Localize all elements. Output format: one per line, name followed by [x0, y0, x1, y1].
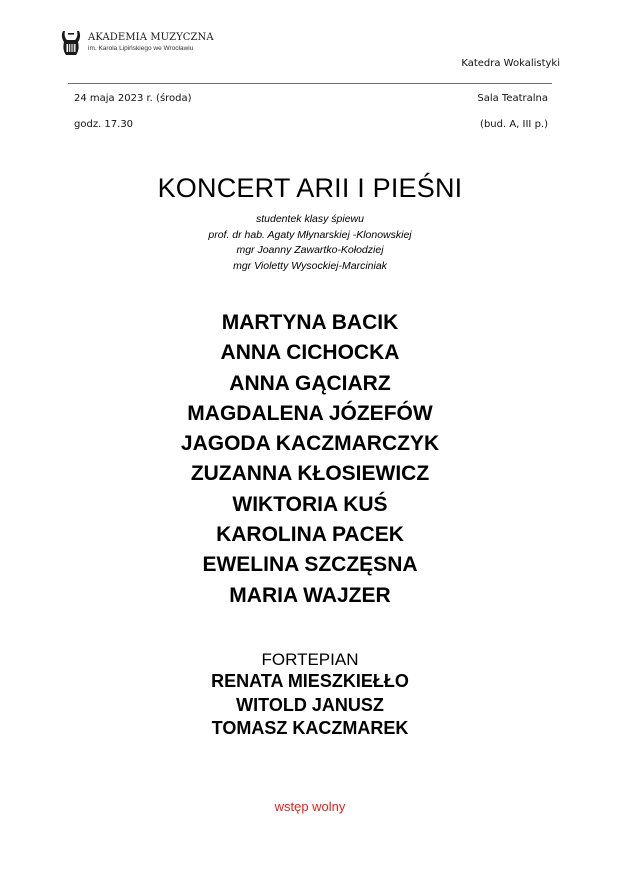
performers-list	[0, 308, 620, 611]
logo-title: AKADEMIA MUZYCZNA	[88, 32, 214, 44]
header-divider	[68, 83, 552, 84]
academy-logo	[60, 29, 214, 57]
performer-name: ANNA GĄCIARZ	[229, 371, 391, 395]
event-date: 24 maja 2023 r. (środa)	[74, 93, 192, 104]
pianist-name: WITOLD JANUSZ	[236, 694, 384, 715]
logo-subtitle: im. Karola Lipińskiego we Wrocławiu	[88, 45, 194, 53]
performer-name: MARIA WAJZER	[229, 583, 391, 607]
admission-note: wstęp wolny	[274, 799, 346, 814]
subtitle-line: mgr Joanny Zawartko-Kołodziej	[236, 244, 384, 256]
concert-title: KONCERT ARII I PIEŚNI	[157, 173, 463, 203]
performer-name: KAROLINA PACEK	[216, 523, 404, 547]
subtitle-line: studentek klasy śpiewu	[256, 213, 364, 225]
performer-name: EWELINA SZCZĘSNA	[202, 553, 418, 577]
event-venue: Sala Teatralna	[477, 93, 548, 104]
performer-name: MARTYNA BACIK	[221, 311, 399, 334]
pianists-list	[0, 670, 620, 741]
performer-name: MAGDALENA JÓZEFÓW	[187, 401, 433, 425]
event-time: godz. 17.30	[74, 119, 134, 130]
department-name: Katedra Wokalistyki	[461, 58, 560, 69]
performer-name: ANNA CICHOCKA	[220, 341, 400, 365]
subtitle-line: mgr Violetty Wysockiej-Marciniak	[233, 259, 387, 272]
pianist-name: TOMASZ KACZMAREK	[211, 718, 409, 738]
piano-section-label: FORTEPIAN	[261, 650, 359, 669]
performer-name: ZUZANNA KŁOSIEWICZ	[190, 462, 430, 486]
event-venue-location: (bud. A, III p.)	[480, 119, 548, 130]
subtitle-line: prof. dr hab. Agaty Młynarskiej -Klonowskiej	[208, 228, 412, 241]
pianist-name: RENATA MIESZKIEŁŁO	[211, 671, 409, 691]
performer-name: WIKTORIA KUŚ	[232, 492, 388, 516]
subtitle-block	[0, 212, 620, 274]
lyre-icon	[60, 29, 82, 57]
performer-name: JAGODA KACZMARCZYK	[180, 432, 440, 456]
